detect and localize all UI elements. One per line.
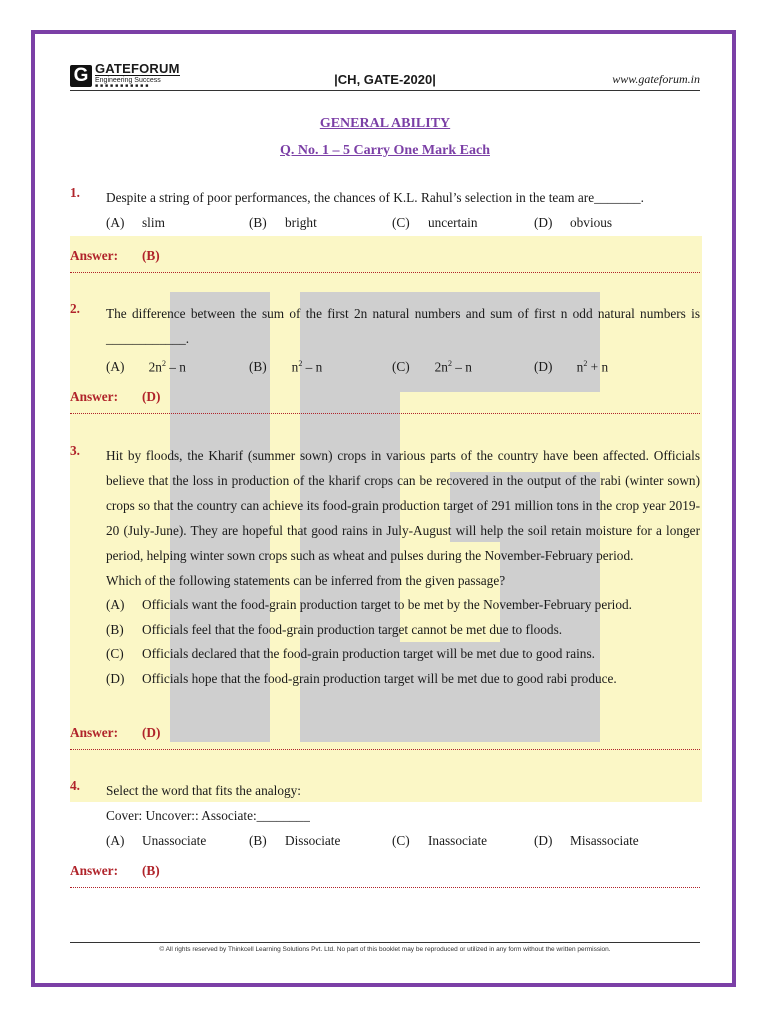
question-3	[70, 443, 700, 691]
option-d: (D) $n^2 + n$	[534, 359, 609, 375]
copyright-notice: © All rights reserved by Thinkcell Learning Solutions Pvt. Ltd. No part of this booklet may be reproduced or utilized in any form without the written permission.	[159, 946, 611, 953]
section-title: GENERAL ABILITY	[319, 116, 451, 131]
option-b: (B) Officials feel that the food-grain production target cannot be met due to floods.	[106, 621, 563, 637]
answer-label: Answer:	[70, 725, 119, 740]
answer-value: (D)	[142, 389, 161, 404]
exam-title: |CH, GATE-2020|	[334, 72, 436, 87]
logo-brand: GATEFORUM	[95, 61, 180, 76]
answer-2	[70, 389, 161, 405]
options-row	[106, 351, 700, 376]
header-divider	[70, 90, 700, 91]
answer-label: Answer:	[70, 248, 119, 263]
website-link[interactable]: www.gateforum.in	[612, 72, 700, 86]
answer-4	[70, 863, 160, 879]
analogy-text: Cover: Uncover:: Associate:________	[106, 808, 310, 823]
option-b: (B) $n^2$ – n	[249, 359, 323, 375]
statement-list	[106, 593, 700, 691]
logo-tagline: Engineering Success	[95, 75, 180, 84]
option-c: (C) Officials declared that the food-grain production target will be met due to good rains.	[106, 646, 595, 661]
option-a: (A) slim	[106, 215, 165, 230]
answer-1	[70, 248, 160, 264]
question-number: 4.	[70, 778, 80, 793]
divider	[70, 272, 700, 273]
divider	[70, 887, 700, 888]
option-c: (C) $2n^2$ – n	[392, 359, 472, 375]
logo-g-mark: G	[70, 65, 92, 87]
answer-3	[70, 725, 161, 741]
option-d: (D) obvious	[534, 215, 613, 230]
section-subtitle: Q. No. 1 – 5 Carry One Mark Each	[280, 143, 490, 158]
footer-divider	[70, 942, 700, 943]
options-row	[106, 828, 700, 853]
option-c: (C) uncertain	[392, 215, 478, 230]
question-1	[70, 185, 700, 235]
option-b: (B) bright	[249, 215, 317, 230]
question-text: Despite a string of poor performances, the chances of K.L. Rahul’s selection in the team are_______.	[106, 190, 644, 205]
question-number: 1.	[70, 185, 80, 200]
question-4	[70, 778, 700, 853]
question-text: Which of the following statements can be inferred from the given passage?	[106, 573, 506, 588]
option-a: (A) Officials want the food-grain production target to be met by the November-February period.	[106, 597, 632, 612]
question-2	[70, 301, 700, 376]
passage-text: Hit by floods, the Kharif (summer sown) crops in various parts of the country have been affected. Officials believe that the loss in production of the kharif crops can be recovered in the output of the rabi (winter sown) crops so that the country can achieve its food-grain production target of 291 million tons in the crop year 2019-20 (July-June). They are hopeful that good rains in July-August will help the soil retain moisture for a longer period, helping winter sown crops such as wheat and pulses during the November-February period.	[106, 448, 700, 563]
question-number: 3.	[70, 443, 80, 458]
divider	[70, 749, 700, 750]
answer-label: Answer:	[70, 389, 119, 404]
option-a: (A) Unassociate	[106, 833, 207, 848]
option-a: (A) $2n^2$ – n	[106, 359, 186, 375]
answer-value: (B)	[142, 248, 160, 263]
question-text: Select the word that fits the analogy:	[106, 783, 301, 798]
answer-label: Answer:	[70, 863, 119, 878]
question-number: 2.	[70, 301, 80, 316]
option-d: (D) Officials hope that the food-grain production target will be met due to good rabi produce.	[106, 670, 617, 686]
option-b: (B) Dissociate	[249, 833, 341, 848]
question-text: The difference between the sum of the first 2n natural numbers and sum of first n odd natural numbers is ____________.	[106, 306, 700, 346]
answer-value: (B)	[142, 863, 160, 878]
option-c: (C) Inassociate	[392, 833, 488, 848]
divider	[70, 413, 700, 414]
options-row	[106, 210, 700, 235]
logo-dots: ■■■■■■■■■■■	[95, 83, 151, 89]
answer-value: (D)	[142, 725, 161, 740]
option-d: (D) Misassociate	[534, 833, 639, 848]
